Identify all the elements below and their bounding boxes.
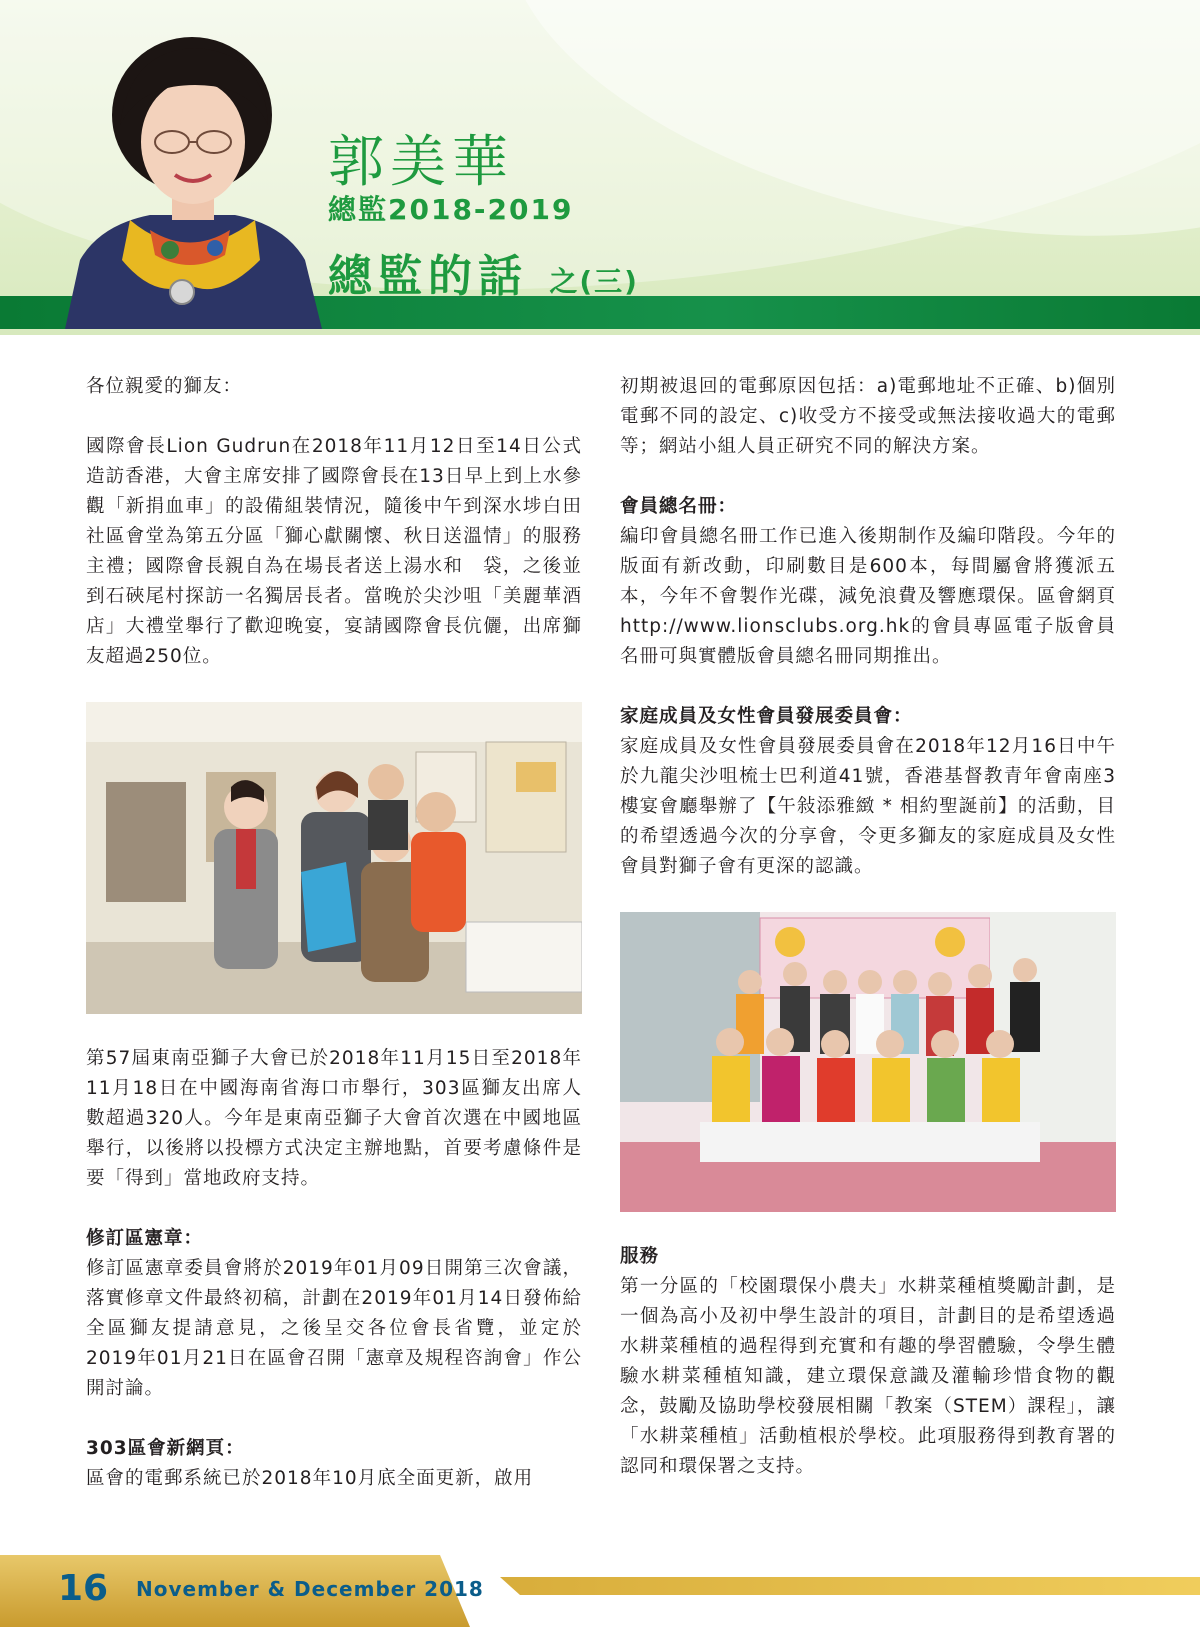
paragraph-new-website-cont: 初期被退回的電郵原因包括：a)電郵地址不正確、b)個別電郵不同的設定、c)收受方不接受或無法接收過大的電郵等；網站小組人員正研究不同的解決方案。 (620, 376, 1116, 457)
section-title-main: 總監的話 (328, 251, 528, 302)
greeting: 各位親愛的獅友： (86, 376, 243, 397)
page-header (0, 0, 1200, 335)
paragraph-charter-revision: 修訂區憲章委員會將於2019年01月09日開第三次會議，落實修章文件最終初稿，計劃在2019年01月14日發佈給全區獅友提請意見，之後呈交各位會長省覽，並定於2019年01月21日在區會召開「憲章及規程咨詢會」作公開討論。 (86, 1258, 582, 1399)
director-role: 總監2018-2019 (328, 193, 574, 226)
right-column (620, 372, 1116, 1482)
photo-group-event (620, 912, 1116, 1212)
photo-elderly-visit (86, 702, 582, 1014)
left-column (86, 372, 582, 1494)
paragraph-family-women-committee: 家庭成員及女性會員發展委員會在2018年12月16日中午於九龍尖沙咀梳士巴利道41號，香港基督教青年會南座3樓宴會廳舉辦了【午敍添雅緻 * 相約聖誕前】的活動，目的希望透過今次的分享會，令更多獅友的家庭成員及女性會員對獅子會有更深的認識。 (620, 736, 1116, 877)
heading-member-roster: 會員總名冊： (620, 496, 738, 517)
director-name: 郭美華 (328, 130, 514, 195)
paragraph-southeast-asia-forum: 第57屆東南亞獅子大會已於2018年11月15日至2018年11月18日在中國海南省海口市舉行，303區獅友出席人數超過320人。今年是東南亞獅子大會首次選在中國地區舉行，以後將以投標方式決定主辦地點，首要考慮條件是要「得到」當地政府支持。 (86, 1048, 582, 1189)
heading-charter-revision: 修訂區憲章： (86, 1228, 204, 1249)
paragraph-international-president: 國際會長Lion Gudrun在2018年11月12日至14日公式造訪香港，大會主席安排了國際會長在13日早上到上水參觀「新捐血車」的設備組裝情況，隨後中午到深水埗白田社區會堂為第五分區「獅心獻關懷、秋日送溫情」的服務主禮；國際會長親自為在場長者送上湯水和 袋，之後並到石硤尾村探訪一名獨居長者。當晚於尖沙咀「美麗華酒店」大禮堂舉行了歡迎晚宴，宴請國際會長伉儷，出席獅友超過250位。 (86, 436, 582, 667)
paragraph-member-roster: 編印會員總名冊工作已進入後期制作及編印階段。今年的版面有新改動，印刷數目是600本，每間屬會將獲派五本，今年不會製作光碟，減免浪費及響應環保。區會網頁http://www.lionsclubs.org.hk的會員專區電子版會員名冊可與實體版會員總名冊同期推出。 (620, 526, 1116, 667)
section-title-sub: 之(三) (549, 265, 639, 298)
paragraph-new-website: 區會的電郵系統已於2018年10月底全面更新，啟用 (86, 1468, 534, 1489)
footer-gold-strip (500, 1577, 1200, 1595)
portrait-photo (60, 30, 325, 329)
page-footer (0, 1555, 1200, 1627)
issue-date: November & December 2018 (136, 1577, 484, 1601)
heading-service: 服務 (620, 1246, 660, 1267)
section-title (328, 240, 639, 304)
heading-new-website: 303區會新網頁： (86, 1438, 245, 1459)
page-number: 16 (58, 1568, 109, 1609)
paragraph-service: 第一分區的「校園環保小農夫」水耕菜種植獎勵計劃，是一個為高小及初中學生設計的項目，計劃目的是希望透過水耕菜種植的過程得到充實和有趣的學習體驗，令學生體驗水耕菜種植知識，建立環保意識及灌輸珍惜食物的觀念，鼓勵及協助學校發展相關「教案（STEM）課程」，讓「水耕菜種植」活動植根於學校。此項服務得到教育署的認同和環保署之支持。 (620, 1276, 1116, 1477)
heading-family-women-committee: 家庭成員及女性會員發展委員會： (620, 706, 913, 727)
